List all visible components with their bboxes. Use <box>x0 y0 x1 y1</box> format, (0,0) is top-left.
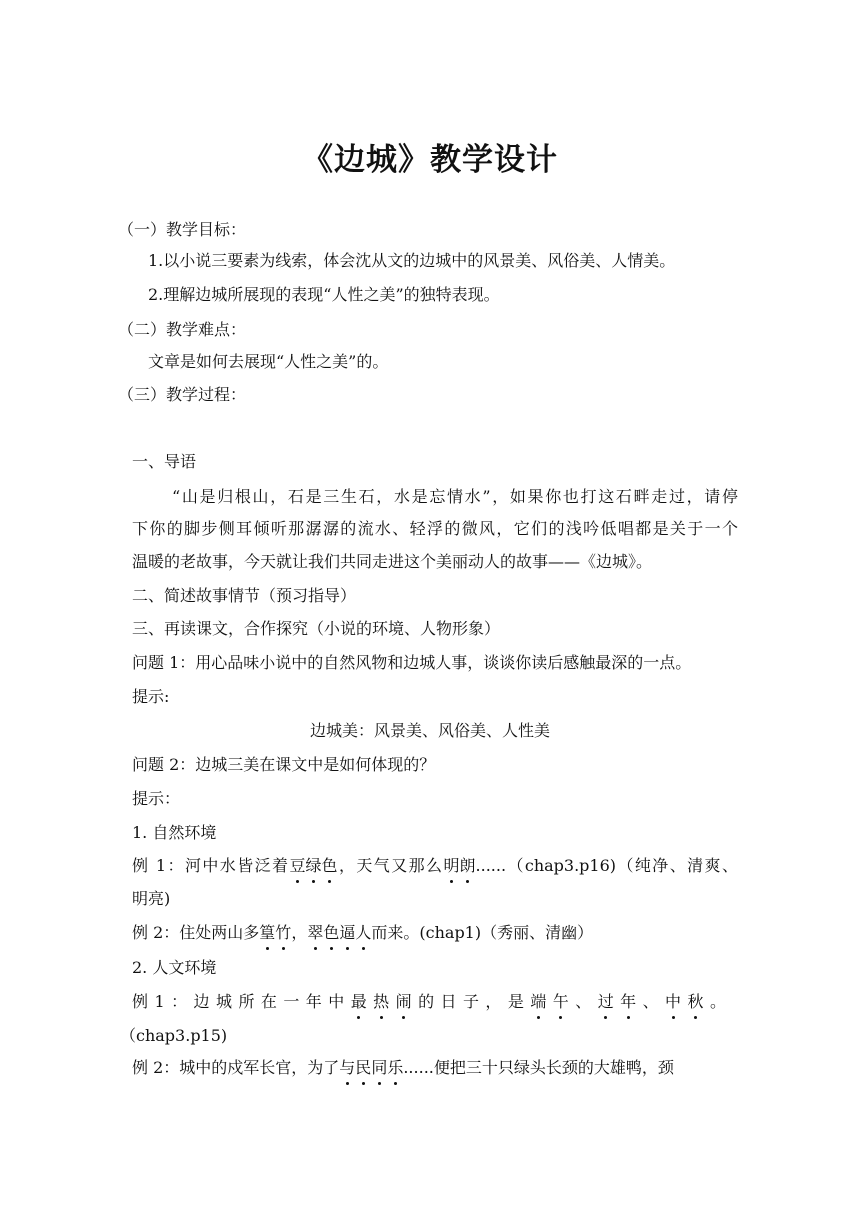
dotted-char: 民 <box>355 1058 372 1077</box>
dotted-char: 色 <box>323 923 340 942</box>
dotted-char: 逼 <box>339 923 356 942</box>
spaced-char: 城 <box>215 992 232 1011</box>
dotted-char: 年 <box>620 992 637 1011</box>
spaced-char: 。 <box>709 992 726 1011</box>
spaced-char: 子 <box>462 992 479 1011</box>
document-title: 《边城》教学设计 <box>302 142 558 178</box>
example-text: 例 1：河中水皆泛着 <box>132 856 290 875</box>
emphasis-dotted-text <box>307 923 371 942</box>
cultural-example-2 <box>132 1057 674 1079</box>
spaced-char: 中 <box>328 992 345 1011</box>
dotted-char: 闹 <box>395 992 412 1011</box>
spaced-char: 、 <box>642 992 659 1011</box>
section2-heading: 二、简述故事情节（预习指导） <box>132 586 357 605</box>
hint-label: 提示: <box>132 687 170 706</box>
spaced-char: 所 <box>238 992 255 1011</box>
example-text: ， <box>291 923 308 942</box>
spaced-char: ， <box>485 992 502 1011</box>
emphasis-dotted-text <box>339 1058 403 1077</box>
example-text: 例 2：城中的戍军长官，为了 <box>132 1058 340 1077</box>
difficulty-text: 文章是如何去展现“人性之美”的。 <box>148 352 389 371</box>
spaced-char: 日 <box>440 992 457 1011</box>
spaced-char: 、 <box>575 992 592 1011</box>
example-text: ，天气又那么 <box>337 856 444 875</box>
natural-example-1 <box>132 855 738 877</box>
dotted-char: 午 <box>552 992 569 1011</box>
dotted-char: 竹 <box>275 923 292 942</box>
dotted-char: 豆 <box>289 856 306 875</box>
question-2: 问题 2：边城三美在课文中是如何体现的？ <box>132 755 436 774</box>
spaced-char: 边 <box>193 992 210 1011</box>
hint-centered-line: 边城美：风景美、风俗美、人性美 <box>309 721 550 740</box>
natural-env-heading: 1. 自然环境 <box>132 823 217 842</box>
cultural-env-heading: 2. 人文环境 <box>132 958 217 977</box>
dotted-char: 最 <box>350 992 367 1011</box>
emphasis-dotted-text <box>259 923 291 942</box>
example-text: ......便把三十只绿头长颈的大雄鸭，颈 <box>403 1058 674 1077</box>
emphasis-dotted-text <box>289 856 337 875</box>
example-text: 例 2：住处两山多 <box>132 923 260 942</box>
intro-paragraph-line: 下你的脚步侧耳倾听那潺潺的流水、轻浮的微风，它们的浅吟低唱都是关于一个 <box>132 519 738 538</box>
natural-example-1-cont: 明亮) <box>132 889 171 908</box>
section3-heading: 三、再读课文，合作探究（小说的环境、人物形象） <box>132 619 501 638</box>
example-text: 而来。(chap1)（秀丽、清幽） <box>371 923 594 942</box>
hint-label: 提示： <box>132 789 181 808</box>
objective-item: 2.理解边城所展现的表现“人性之美”的独特表现。 <box>148 285 500 304</box>
dotted-char: 乐 <box>387 1058 404 1077</box>
intro-paragraph-line: “山是归根山，石是三生石，水是忘情水”，如果你也打这石畔走过，请停 <box>172 487 738 506</box>
dotted-char: 秋 <box>687 992 704 1011</box>
dotted-char: 过 <box>597 992 614 1011</box>
dotted-char: 明 <box>443 856 460 875</box>
dotted-char: 端 <box>530 992 547 1011</box>
dotted-char: 与 <box>339 1058 356 1077</box>
difficulty-heading: （二）教学难点： <box>118 320 247 339</box>
cultural-example-1 <box>132 991 726 1013</box>
spaced-char: 年 <box>305 992 322 1011</box>
emphasis-dotted-text <box>443 856 475 875</box>
objective-item: 1.以小说三要素为线索，体会沈从文的边城中的风景美、风俗美、人情美。 <box>148 251 676 270</box>
spaced-char: 1 <box>154 992 165 1011</box>
dotted-char: 翠 <box>307 923 324 942</box>
process-heading: （三）教学过程： <box>118 385 247 404</box>
spaced-char: 在 <box>260 992 277 1011</box>
dotted-char: 篁 <box>259 923 276 942</box>
section1-heading: 一、导语 <box>132 452 197 471</box>
question-1: 问题 1：用心品味小说中的自然风物和边城人事，谈谈你读后感触最深的一点。 <box>132 653 692 672</box>
objectives-heading: （一）教学目标： <box>118 220 247 239</box>
dotted-char: 绿 <box>305 856 322 875</box>
dotted-char: 热 <box>373 992 390 1011</box>
dotted-char: 同 <box>371 1058 388 1077</box>
spaced-char: 的 <box>418 992 435 1011</box>
cultural-example-1-cont: （chap3.p15) <box>120 1026 228 1045</box>
spaced-char: 例 <box>132 992 149 1011</box>
dotted-char: 朗 <box>459 856 476 875</box>
natural-example-2 <box>132 922 593 944</box>
spaced-char: 一 <box>283 992 300 1011</box>
intro-paragraph-line: 温暖的老故事，今天就让我们共同走进这个美丽动人的故事——《边城》。 <box>132 552 653 571</box>
dotted-char: 色 <box>321 856 338 875</box>
dotted-char: 人 <box>355 923 372 942</box>
spaced-char: ： <box>171 992 188 1011</box>
dotted-char: 中 <box>665 992 682 1011</box>
spaced-char: 是 <box>507 992 524 1011</box>
example-text: ......（chap3.p16)（纯净、清爽、 <box>475 856 738 875</box>
